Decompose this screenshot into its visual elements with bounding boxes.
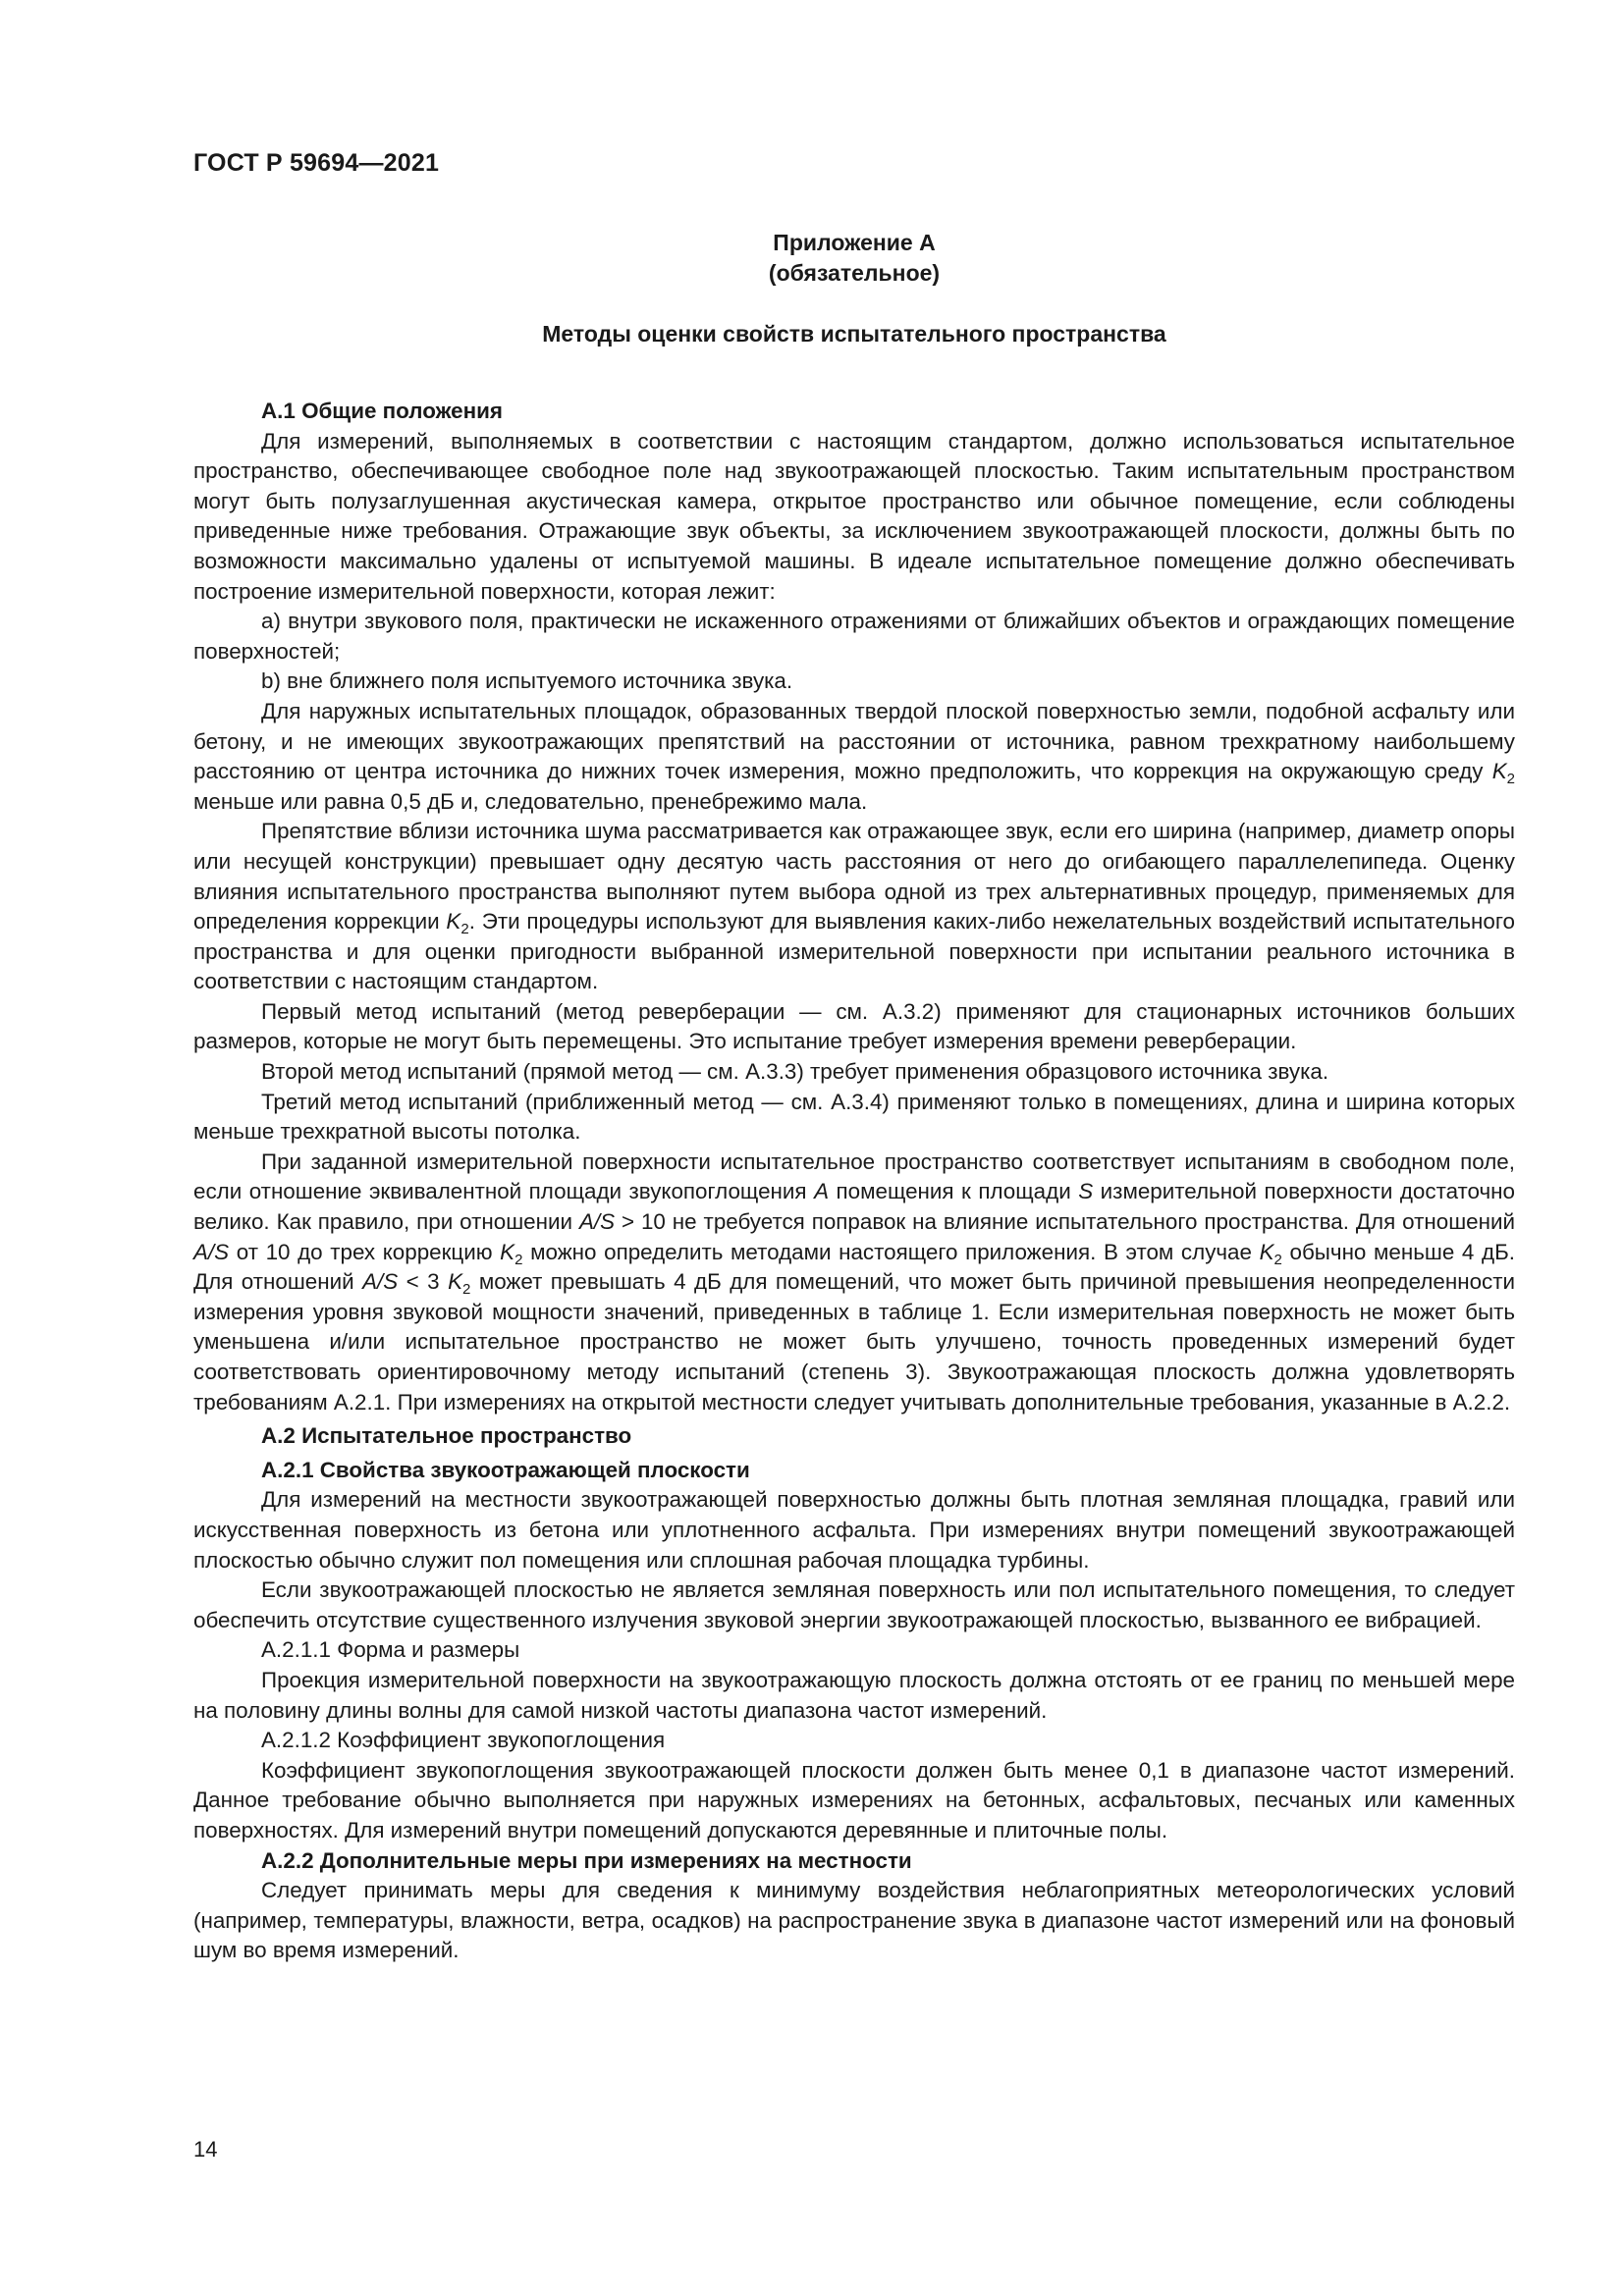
symbol-s: S (1078, 1179, 1094, 1204)
symbol-k-subscript: 2 (1273, 1251, 1282, 1268)
section-a2-heading: А.2 Испытательное пространство (261, 1423, 632, 1449)
annex-status: (обязательное) (768, 260, 941, 286)
section-a1-heading: А.1 Общие положения (261, 399, 503, 423)
paragraph: При заданной измерительной поверхности испытательное пространство соответствует испытаниям в свободном поле, если отношение эквивалентной площади звукопоглощения A помещения к площади S измерительной поверхности достаточно велико. Как правило, при отношении A/S > 10 не требуется поправок на влияние испытательного пространства. Для отношений A/S от 10 до трех коррекцию $K_2$ можно определить методами настоящего приложения. В этом случае $K_2$ обычно меньше 4 дБ. Для отношений A/S < 3 $K_2$ может превышать 4 дБ для помещений, что может быть причиной превышения неопределенности измерения уровня звуковой мощности значений, приведенных в таблице 1. Если измерительная поверхность не может быть уменьшена и/или испытательное пространство не может быть улучшено, точность проведенных измерений будет соответствовать ориентировочному методу испытаний (степень 3). Звукоотражающая плоскость должна удовлетворять требованиям А.2.1. При измерениях на открытой местности следует учитывать дополнительные требования, указанные в А.2.2. (193, 1148, 1515, 1415)
symbol-k: K (1259, 1239, 1274, 1264)
symbol-a-s: A/S (362, 1269, 399, 1295)
paragraph: Препятствие вблизи источника шума рассматривается как отражающее звук, если его ширина (например, диаметр опоры или несущей конструкции) превышает одну десятую часть расстояния от него до огибающего параллелепипеда. Оценку влияния испытательного пространства выполняют путем выбора одной из трех альтернативных процедур, применяемых для определения коррекции $K_2$. Эти процедуры используют для выявления каких-либо нежелательных воздействий испытательного пространства и для оценки пригодности выбранной измерительной поверхности при испытании реального источника в соответствии с настоящим стандартом. (193, 819, 1515, 994)
symbol-k: K (448, 1269, 463, 1295)
symbol-a-s: A/S (578, 1209, 616, 1235)
section-a211-heading: А.2.1.1 Форма и размеры (261, 1637, 520, 1663)
symbol-k: K (446, 909, 461, 934)
symbol-k: K (1491, 759, 1507, 784)
symbol-k-subscript: 2 (514, 1251, 523, 1268)
section-a212-heading: А.2.1.2 Коэффициент звукопоглощения (261, 1728, 666, 1753)
symbol-k: K (500, 1239, 515, 1264)
list-item-b: b) вне ближнего поля испытуемого источника звука. (261, 668, 793, 694)
paragraph: Первый метод испытаний (метод реверберации — см. А.3.2) применяют для стационарных источников больших размеров, которые не могут быть перемещены. Это испытание требует измерения времени реверберации. (193, 998, 1515, 1054)
page-number: 14 (193, 2137, 218, 2162)
symbol-a-s: A/S (193, 1239, 230, 1264)
paragraph: Проекция измерительной поверхности на звукоотражающую плоскость должна отстоять от ее границ по меньшей мере на половину длины волны для самой низкой частоты диапазона частот измерений. (193, 1667, 1515, 1723)
paragraph: Для измерений, выполняемых в соответствии с настоящим стандартом, должно использоваться испытательное пространство, обеспечивающее свободное поле над звукоотражающей плоскостью. Таким испытательным пространством могут быть полузаглушенная акустическая камера, открытое пространство или обычное помещение, если соблюдены приведенные ниже требования. Отражающие звук объекты, за исключением звукоотражающей плоскости, должны быть по возможности максимально удалены от испытуемой машины. В идеале испытательное помещение должно обеспечивать построение измерительной поверхности, которая лежит: (193, 428, 1515, 604)
list-item-a: а) внутри звукового поля, практически не искаженного отражениями от ближайших объектов и ограждающих помещение поверхностей; (193, 609, 1515, 664)
section-a22-heading: А.2.2 Дополнительные меры при измерениях на местности (261, 1847, 912, 1873)
paragraph: Коэффициент звукопоглощения звукоотражающей плоскости должен быть менее 0,1 в диапазоне частот измерений. Данное требование обычно выполняется при наружных измерениях на бетонных, асфальтовых, песчаных или каменных поверхностях. Для измерений внутри помещений допускаются деревянные и плиточные полы. (193, 1757, 1515, 1842)
paragraph: Если звукоотражающей плоскостью не является земляная поверхность или пол испытательного помещения, то следует обеспечить отсутствие существенного излучения звуковой энергии звукоотражающей плоскостью, вызванного ее вибрацией. (193, 1577, 1515, 1632)
symbol-k-subscript: 2 (1506, 771, 1515, 788)
paragraph: Следует принимать меры для сведения к минимуму воздействия неблагоприятных метеорологических условий (например, температуры, влажности, ветра, осадков) на распространение звука в диапазоне частот измерений или на фоновый шум во время измерений. (193, 1878, 1515, 1963)
symbol-a: A (814, 1179, 829, 1204)
annex-title: Методы оценки свойств испытательного пространства (542, 321, 1166, 347)
document-body (193, 397, 1515, 1966)
standard-header: ГОСТ Р 59694—2021 (193, 149, 440, 177)
section-a21-heading: А.2.1 Свойства звукоотражающей плоскости (261, 1457, 750, 1482)
symbol-k-subscript: 2 (462, 1281, 471, 1299)
annex-label: Приложение А (773, 230, 936, 255)
annex-heading (193, 228, 1515, 289)
paragraph: Второй метод испытаний (прямой метод — см. А.3.3) требует применения образцового источника звука. (261, 1059, 1329, 1085)
paragraph: Третий метод испытаний (приближенный метод — см. А.3.4) применяют только в помещениях, длина и ширина которых меньше трехкратной высоты потолка. (193, 1089, 1515, 1145)
paragraph: Для наружных испытательных площадок, образованных твердой плоской поверхностью земли, подобной асфальту или бетону, и не имеющих звукоотражающих препятствий на расстоянии от источника, равном трехкратному наибольшему расстоянию от центра источника до нижних точек измерения, можно предположить, что коррекция на окружающую среду $K_2$ меньше или равна 0,5 дБ и, следовательно, пренебрежимо мала. (193, 698, 1515, 814)
symbol-k-subscript: 2 (460, 921, 469, 938)
paragraph: Для измерений на местности звукоотражающей поверхностью должны быть плотная земляная площадка, гравий или искусственная поверхность из бетона или уплотненного асфальта. При измерениях внутри помещений звукоотражающей плоскостью обычно служит пол помещения или сплошная рабочая площадка турбины. (193, 1487, 1515, 1573)
